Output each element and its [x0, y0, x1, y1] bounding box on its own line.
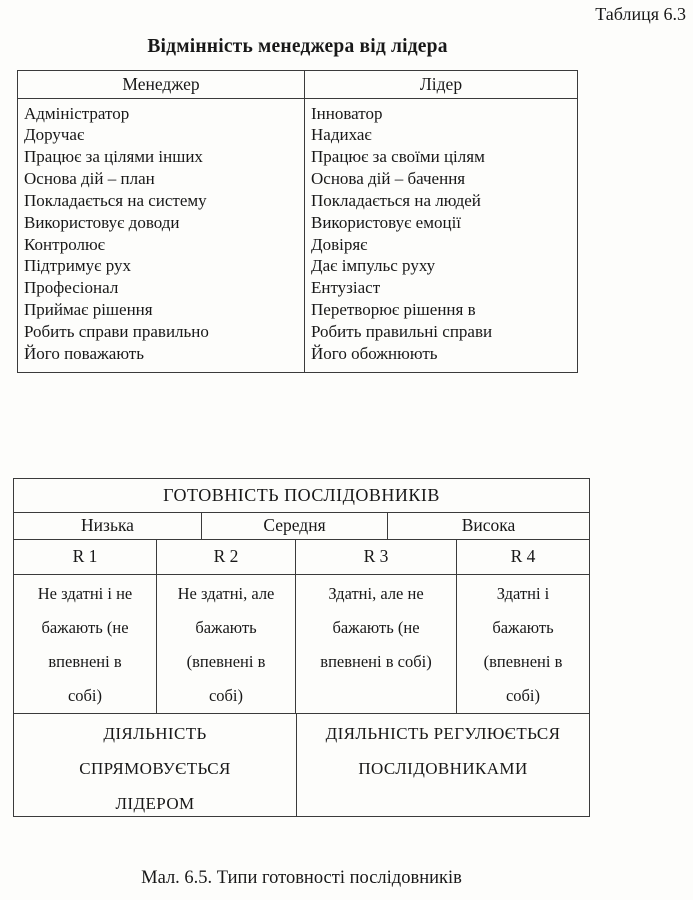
activity-line: ДІЯЛЬНІСТЬ РЕГУЛЮЄТЬСЯ [325, 723, 561, 743]
description-line: собі) [208, 685, 244, 705]
description-cell [296, 575, 457, 713]
table1-cell-leader: Інноватор [311, 103, 383, 123]
description-line: бажають [195, 617, 257, 637]
table1-col-leader [305, 99, 577, 372]
table1-cell-leader: Покладається на людей [311, 190, 481, 210]
table1-cell-manager: Підтримує рух [24, 256, 131, 276]
table1-cell-manager: Покладається на систему [24, 190, 207, 210]
activity-line: СПРЯМОВУЄТЬСЯ [79, 758, 231, 778]
table1-cell-leader: Його обожнюють [311, 343, 438, 363]
description-line: бажають [492, 617, 554, 637]
description-line: бажають (не [332, 617, 420, 637]
r-label-cell: R 4 [510, 546, 536, 567]
table1-header-manager: Менеджер [18, 71, 305, 98]
table1-cell-manager: Адміністратор [24, 103, 130, 123]
figure-caption: Мал. 6.5. Типи готовності послідовників [141, 868, 462, 888]
description-line: бажають (не [41, 617, 129, 637]
table1-cell-manager: Основа дій – план [24, 169, 155, 189]
description-line: Не здатні і не [37, 583, 133, 603]
description-line: впевнені в собі) [320, 651, 432, 671]
table1-cell-manager: Професіонал [24, 278, 119, 298]
table1-cell-manager: Контролює [24, 234, 105, 254]
table1-cell-leader: Робить правильні справи [311, 321, 493, 341]
activity-row [14, 714, 589, 816]
r-label-cell: R 3 [296, 540, 457, 574]
activity-line: ДІЯЛЬНІСТЬ [103, 723, 207, 743]
table1-title: Відмінність менеджера від лідера [147, 36, 448, 57]
table1-cell-leader: Довіряє [311, 234, 368, 254]
r-label-cell: R 1 [14, 540, 157, 574]
readiness-levels-row [14, 513, 589, 541]
description-cell [14, 575, 157, 713]
activity-cell [14, 714, 297, 816]
table1-cell-leader: Використовує емоції [311, 212, 462, 232]
description-line: собі) [505, 685, 541, 705]
description-cell [157, 575, 296, 713]
table1-cell-leader: Дає імпульс руху [311, 256, 436, 276]
description-line: Здатні, але не [328, 583, 424, 603]
table1-cell-leader: Перетворює рішення в [311, 300, 476, 320]
description-line: собі) [67, 685, 103, 705]
readiness-level-cell: Середня [202, 513, 388, 540]
activity-cell [297, 714, 589, 816]
table1-header-row [18, 71, 577, 99]
table1-cell-manager: Доручає [24, 125, 85, 145]
table1-cell-manager: Використовує доводи [24, 212, 180, 232]
manager-leader-table [17, 70, 578, 373]
readiness-level-cell: Висока [461, 515, 516, 536]
description-line: Здатні і [496, 583, 550, 603]
table1-col-manager [18, 99, 305, 372]
readiness-level-cell: Низька [14, 513, 202, 540]
table1-cell-leader: Ентузіаст [311, 278, 381, 298]
r-label-cell: R 2 [157, 540, 296, 574]
activity-line: ПОСЛІДОВНИКАМИ [358, 758, 528, 778]
table1-cell-leader: Основа дій – бачення [311, 169, 466, 189]
table1-cell-manager: Робить справи правильно [24, 321, 209, 341]
descriptions-row [14, 575, 589, 714]
r-labels-row [14, 540, 589, 575]
description-line: Не здатні, але [177, 583, 275, 603]
readiness-header-row [14, 479, 589, 513]
table1-cell-leader: Надихає [311, 125, 372, 145]
table1-header-leader: Лідер [419, 73, 463, 94]
table1-cell-manager: Приймає рішення [24, 300, 153, 320]
description-line: (впевнені в [186, 651, 266, 671]
table1-cell-manager: Працює за цілями інших [24, 147, 203, 167]
table1-cell-manager: Його поважають [24, 343, 144, 363]
followers-readiness-table [13, 478, 590, 817]
table1-cell-leader: Працює за своїми цілям [311, 147, 485, 167]
description-line: (впевнені в [483, 651, 563, 671]
activity-line: ЛІДЕРОМ [115, 793, 195, 813]
description-line: впевнені в [48, 651, 122, 671]
table-number-label: Таблиця 6.3 [595, 4, 686, 24]
table1-body [18, 99, 577, 372]
description-cell [457, 575, 589, 713]
readiness-header-cell: ГОТОВНІСТЬ ПОСЛІДОВНИКІВ [163, 484, 440, 505]
